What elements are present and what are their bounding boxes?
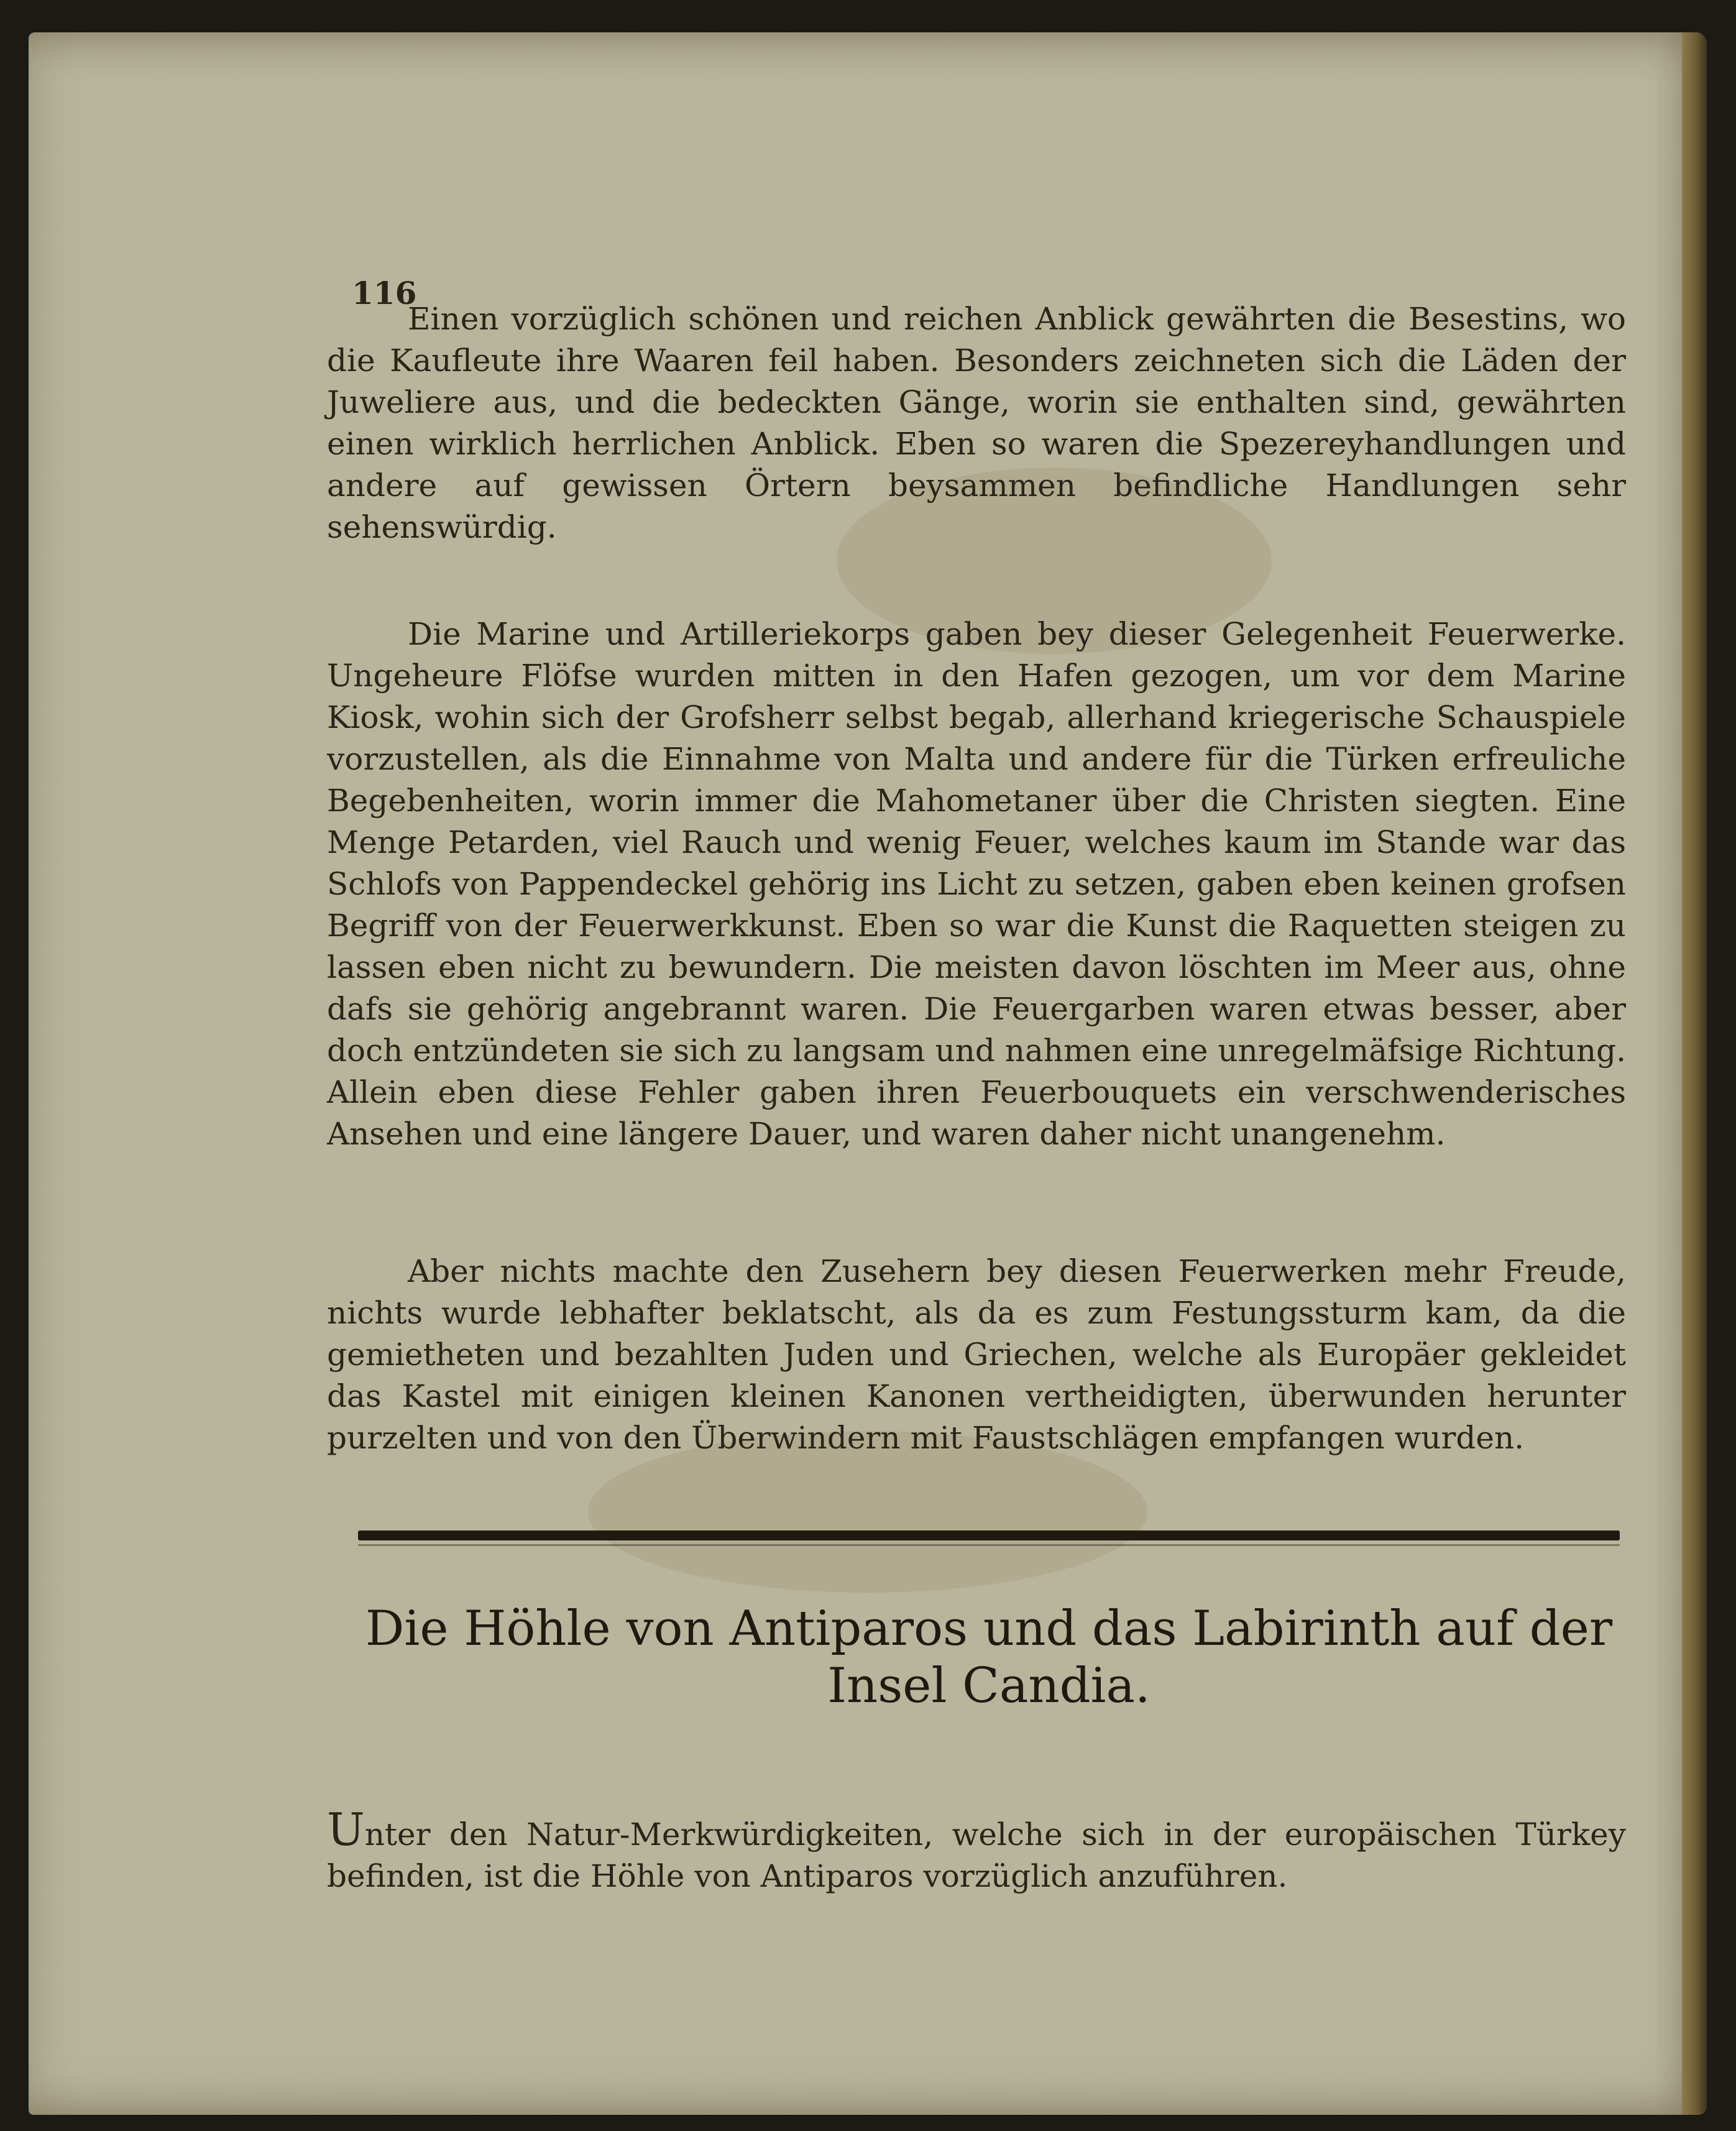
paragraph-text: nter den Natur-Merkwürdigkeiten, welche sich in der europäischen Türkey befinden, ist die Höhle von Antiparos vorzüglich anzuführen.	[327, 1816, 1626, 1894]
page-edge	[1682, 32, 1707, 2115]
paragraph-text: Aber nichts machte den Zusehern bey diesen Feuerwerken mehr Freude, nichts wurde lebhafter beklatscht, als da es zum Festungssturm kam, da die gemietheten und bezahlten Juden und Griechen, welche als Europäer gekleidet das Kastel mit einigen kleinen Kanonen vertheidigten, überwunden herunter purzelten und von den Überwindern mit Faustschlägen empfangen wurden.	[327, 1253, 1626, 1456]
paragraph-festungssturm	[327, 1251, 1626, 1459]
paragraph-antiparos	[327, 1803, 1626, 1897]
book-page	[29, 32, 1707, 2115]
section-divider	[358, 1530, 1620, 1540]
paragraph-besestins	[327, 298, 1626, 548]
paragraph-text: Die Marine und Artilleriekorps gaben bey dieser Gelegenheit Feuerwerke. Ungeheure Flöfse wurden mitten in den Hafen gezogen, um vor dem Marine Kiosk, wohin sich der Grofsherr selbst begab, allerhand kriegerische Schauspiele vorzustellen, als die Einnahme von Malta und andere für die Türken erfreuliche Begebenheiten, worin immer die Mahometaner über die Christen siegten. Eine Menge Petarden, viel Rauch und wenig Feuer, welches kaum im Stande war das Schlofs von Pappendeckel gehörig ins Licht zu setzen, gaben eben keinen grofsen Begriff von der Feuerwerkkunst. Eben so war die Kunst die Raquetten steigen zu lassen eben nicht zu bewundern. Die meisten davon löschten im Meer aus, ohne dafs sie gehörig angebrannt waren. Die Feuergarben waren etwas besser, aber doch entzündeten sie sich zu langsam und nahmen eine unregelmäfsige Richtung. Allein eben diese Fehler gaben ihren Feuerbouquets ein verschwenderisches Ansehen und eine längere Dauer, und waren daher nicht unangenehm.	[327, 616, 1626, 1152]
section-title: Die Höhle von Antiparos und das Labirinth auf der Insel Candia.	[365, 1601, 1613, 1714]
paragraph-text: Einen vorzüglich schönen und reichen Anblick gewährten die Besestins, wo die Kaufleute ihre Waaren feil haben. Besonders zeichneten sich die Läden der Juweliere aus, und die bedeckten Gänge, worin sie enthalten sind, gewährten einen wirklich herrlichen Anblick. Eben so waren die Spezereyhandlungen und andere auf gewissen Örtern beysammen befindliche Handlungen sehr sehenswürdig.	[327, 301, 1626, 545]
initial-letter: U	[327, 1803, 365, 1856]
page-number: 116	[352, 275, 417, 311]
paragraph-feuerwerke	[327, 614, 1626, 1155]
